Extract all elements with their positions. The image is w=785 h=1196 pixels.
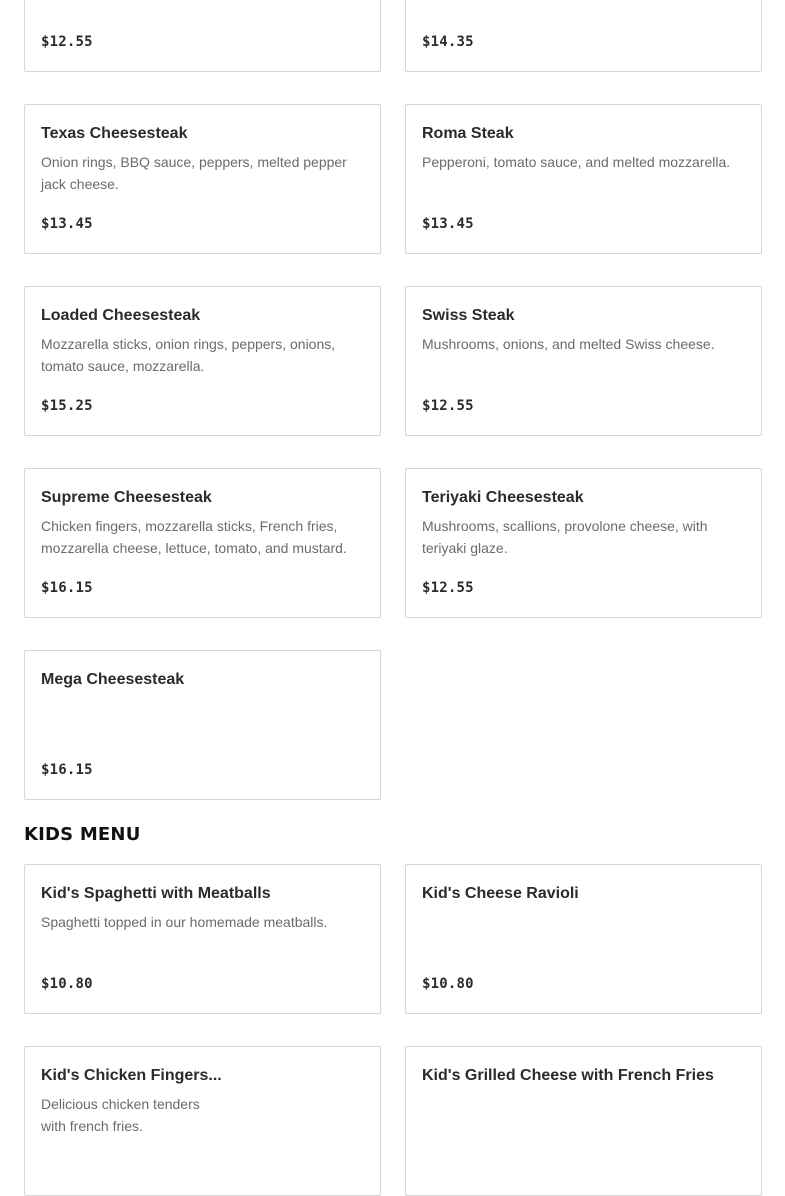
- item-description: Mushrooms, scallions, provolone cheese, with teriyaki glaze.: [422, 518, 708, 556]
- item-price: $16.15: [41, 580, 93, 596]
- menu-item-card[interactable]: [405, 0, 762, 72]
- item-name: Swiss Steak: [422, 307, 515, 324]
- item-description: Spaghetti topped in our homemade meatballs.: [41, 914, 328, 930]
- item-price: $13.45: [41, 216, 93, 232]
- menu-item-card[interactable]: [405, 864, 762, 1014]
- item-name: Texas Cheesesteak: [41, 125, 188, 142]
- item-name: Kid's Spaghetti with Meatballs: [41, 885, 271, 902]
- item-name: Loaded Cheesesteak: [41, 307, 201, 324]
- item-name: Mega Cheesesteak: [41, 671, 185, 688]
- menu-item-card[interactable]: [24, 864, 381, 1014]
- menu-item-card[interactable]: [24, 1046, 381, 1196]
- item-description: Pepperoni, tomato sauce, and melted mozzarella.: [422, 154, 731, 170]
- menu-item-card[interactable]: [405, 1046, 762, 1196]
- item-price: $10.80: [41, 976, 93, 992]
- menu-item-card[interactable]: [24, 650, 381, 800]
- item-price: $15.25: [41, 398, 93, 414]
- menu-item-card[interactable]: [24, 104, 381, 254]
- item-description: Chicken fingers, mozzarella sticks, French fries, mozzarella cheese, lettuce, tomato, and mustard.: [41, 518, 347, 556]
- menu-item-card[interactable]: [405, 104, 762, 254]
- item-price: $12.55: [422, 398, 474, 414]
- item-price: $13.45: [422, 216, 474, 232]
- item-description: Delicious chicken tenders with french fries.: [41, 1096, 200, 1134]
- menu-item-card[interactable]: [405, 286, 762, 436]
- item-name: Roma Steak: [422, 125, 514, 142]
- item-name: Kid's Chicken Fingers...: [41, 1067, 222, 1084]
- item-description: Mushrooms, onions, and melted Swiss cheese.: [422, 336, 715, 352]
- item-name: Teriyaki Cheesesteak: [422, 489, 584, 506]
- section-title-kids-menu: KIDS MENU: [24, 824, 141, 845]
- menu-item-card[interactable]: [24, 286, 381, 436]
- item-name: Kid's Cheese Ravioli: [422, 885, 579, 902]
- item-description: Onion rings, BBQ sauce, peppers, melted pepper jack cheese.: [41, 154, 347, 192]
- item-name: Supreme Cheesesteak: [41, 489, 212, 506]
- item-price: $16.15: [41, 762, 93, 778]
- item-price: $12.55: [41, 34, 93, 50]
- menu-item-card[interactable]: [405, 468, 762, 618]
- item-description: Mozzarella sticks, onion rings, peppers, onions, tomato sauce, mozzarella.: [41, 336, 336, 374]
- item-name: Kid's Grilled Cheese with French Fries: [422, 1067, 714, 1084]
- item-price: $10.80: [422, 976, 474, 992]
- item-price: $14.35: [422, 34, 474, 50]
- menu-item-card[interactable]: [24, 468, 381, 618]
- item-price: $12.55: [422, 580, 474, 596]
- menu-item-card[interactable]: [24, 0, 381, 72]
